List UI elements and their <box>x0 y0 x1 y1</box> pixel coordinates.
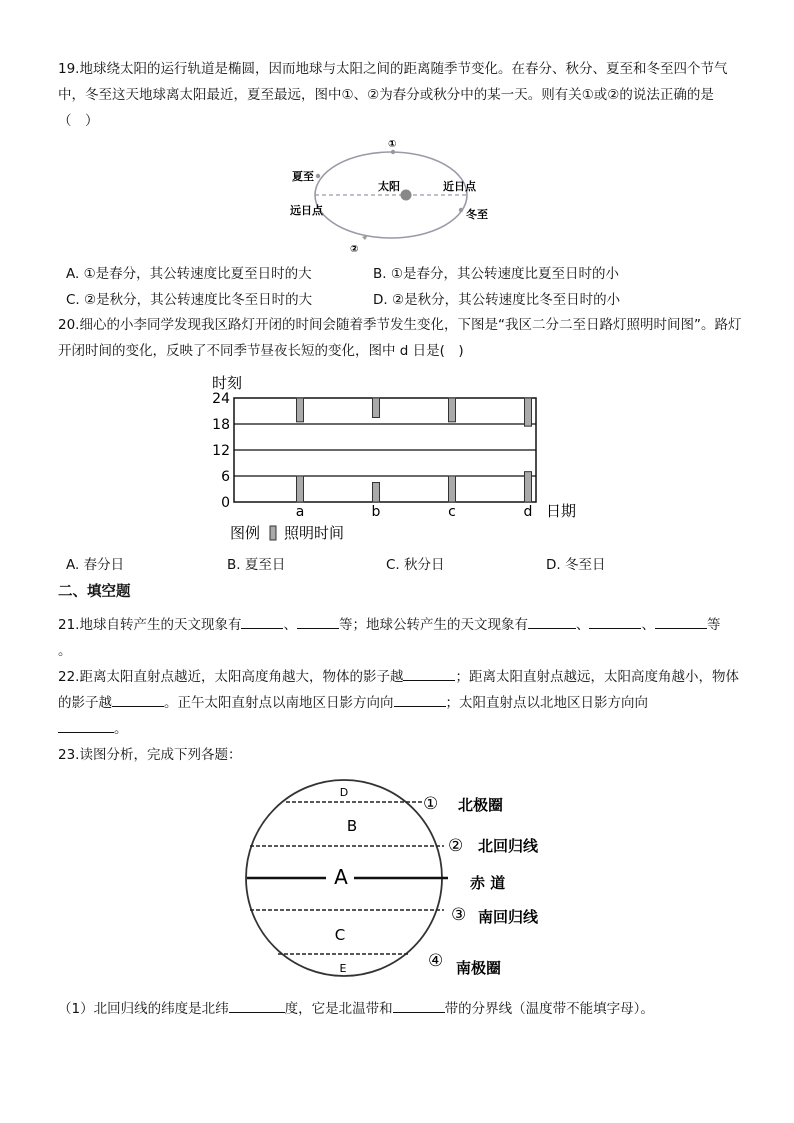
q21-blank-2[interactable] <box>297 614 339 629</box>
q23-blank-1[interactable] <box>229 998 285 1013</box>
line-label-arctic: 北极圈 <box>458 796 504 814</box>
y-tick-6: 6 <box>221 469 230 485</box>
line-label-antarctic: 南极圈 <box>456 959 502 977</box>
q19-option-b[interactable]: B. ①是春分，其公转速度比夏至日时的小 <box>373 266 619 282</box>
q19-option-d[interactable]: D. ②是秋分，其公转速度比冬至日时的小 <box>373 292 621 308</box>
label-summer: 夏至 <box>292 170 314 183</box>
bar-a-evening <box>297 398 304 422</box>
q23-blank-2[interactable] <box>393 998 445 1013</box>
line-label-equator: 赤 道 <box>470 874 506 892</box>
zone-D: D <box>339 786 349 799</box>
latitude-zones-diagram <box>238 772 568 988</box>
x-tick-a: a <box>295 504 305 520</box>
mark-1: ① <box>423 794 439 814</box>
q23-sub1: （1）北回归线的纬度是北纬 度，它是北温带和 带的分界线（温度带不能填字母）。 <box>58 996 742 1022</box>
q20-option-b[interactable]: B. 夏至日 <box>227 557 286 573</box>
q22-blank-2[interactable] <box>112 692 164 707</box>
legend-prefix: 图例 <box>230 524 261 542</box>
zone-A: A <box>334 865 348 889</box>
legend-swatch <box>270 526 276 540</box>
q23-text: 23.读图分析，完成下列各题： <box>58 747 242 763</box>
y-tick-18: 18 <box>212 417 230 433</box>
zone-B: B <box>346 817 358 835</box>
line-label-cancer: 北回归线 <box>478 837 539 855</box>
mark-2: ② <box>448 836 464 856</box>
q21-blank-3[interactable] <box>528 614 576 629</box>
legend-label: 照明时间 <box>284 524 345 542</box>
y-tick-0: 0 <box>221 495 230 511</box>
line-label-capricorn: 南回归线 <box>478 908 539 926</box>
q19-option-a[interactable]: A. ①是春分，其公转速度比夏至日时的大 <box>66 266 312 282</box>
q22-blank-4[interactable] <box>58 718 114 733</box>
q22: 22.距离太阳直射点越近，太阳高度角越大，物体的影子越 ；距离太阳直射点越远，太阳高度角越小，物体的影子越 。正午太阳直射点以南地区日影方向向 ；太阳直射点以北地区日影方向向 。 <box>58 664 742 742</box>
section-title: 二、填空题 <box>58 584 131 600</box>
zone-C: C <box>334 926 346 944</box>
earth-point-1 <box>391 150 395 154</box>
label-perihelion: 近日点 <box>443 180 476 193</box>
label-winter: 冬至 <box>466 208 488 221</box>
x-tick-c: c <box>448 504 456 520</box>
bar-d-evening <box>525 398 532 426</box>
earth-point-summer <box>316 174 320 178</box>
label-p2: ② <box>350 244 359 255</box>
earth-point-winter <box>459 208 463 212</box>
chart-ylabel: 时刻 <box>212 374 243 392</box>
bar-c-evening <box>449 398 456 422</box>
q19-text: 19.地球绕太阳的运行轨道是椭圆，因而地球与太阳之间的距离随季节变化。在春分、秋分、夏至和冬至四个节气中，冬至这天地球离太阳最近，夏至最远，图中①、②为春分或秋分中的某一天。则有关①或②的说法正确的是（ ） <box>58 61 728 129</box>
mark-3: ③ <box>451 905 467 925</box>
bar-b-evening <box>373 398 380 418</box>
q20-option-c[interactable]: C. 秋分日 <box>386 557 445 573</box>
bar-b-morning <box>373 483 380 503</box>
chart-xlabel: 日期 <box>546 502 577 520</box>
sun-icon <box>401 190 412 201</box>
orbit-diagram <box>280 134 510 256</box>
mark-4: ④ <box>428 951 444 971</box>
q19-option-c[interactable]: C. ②是秋分，其公转速度比冬至日时的大 <box>66 292 313 308</box>
bar-c-morning <box>449 476 456 502</box>
q21-blank-1[interactable] <box>241 614 283 629</box>
y-tick-12: 12 <box>212 443 230 459</box>
x-tick-d: d <box>523 504 533 520</box>
bar-a-morning <box>297 476 304 502</box>
q21: 21.地球自转产生的天文现象有 、 等；地球公转产生的天文现象有 、 、 等 。 <box>58 612 742 664</box>
q20-option-a[interactable]: A. 春分日 <box>66 557 125 573</box>
x-tick-b: b <box>371 504 381 520</box>
bar-d-morning <box>525 472 532 502</box>
q22-blank-3[interactable] <box>394 692 446 707</box>
q20-text: 20.细心的小李同学发现我区路灯开闭的时间会随着季节发生变化，下图是“我区二分二至日路灯照明时间图”。路灯开闭时间的变化，反映了不同季节昼夜长短的变化，图中 d 日是( ) <box>58 317 742 359</box>
zone-E: E <box>339 962 347 975</box>
label-sun: 太阳 <box>378 180 400 193</box>
label-p1: ① <box>388 139 397 150</box>
q20-option-d[interactable]: D. 冬至日 <box>546 557 606 573</box>
q21-blank-4[interactable] <box>589 614 641 629</box>
q21-blank-5[interactable] <box>655 614 707 629</box>
lamp-chart <box>200 368 600 548</box>
y-tick-24: 24 <box>212 391 230 407</box>
q22-blank-1[interactable] <box>403 666 455 681</box>
label-aphelion: 远日点 <box>290 204 323 217</box>
